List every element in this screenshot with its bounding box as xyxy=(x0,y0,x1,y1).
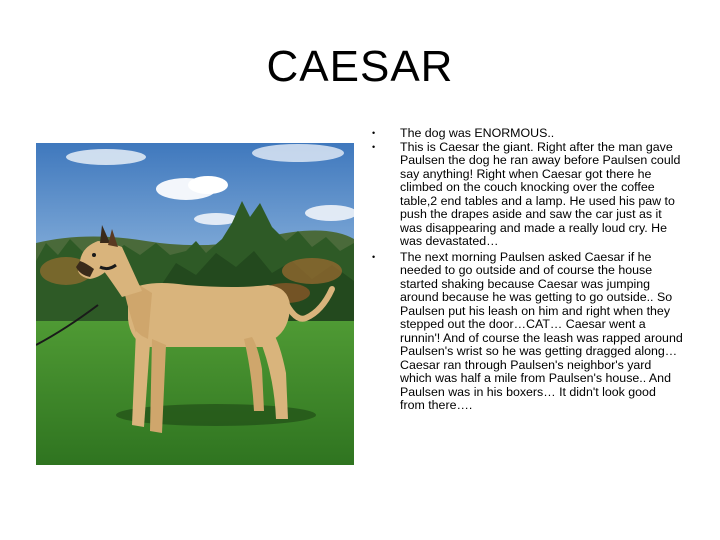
dog-photo xyxy=(36,143,354,465)
bullet-item: • The next morning Paulsen asked Caesar if he needed to go outside and of course the house started shaking because Caesar was jumping around because he was getting to go outside.. So Paulsen put his leash on him and right when they stepped out the door…CAT… Caesar went a runnin'! And of course the leash was rapped around Paulsen's wrist so he was getting dragged along… Caesar ran through Paulsen's neighbor's yard which was half a mile from Paulsen's house.. And Paulsen was in his boxers… It didn't look good from there…. xyxy=(372,251,684,413)
bullet-list xyxy=(372,127,684,413)
bullet-item: • The dog was ENORMOUS.. xyxy=(372,127,684,141)
bullet-item: • This is Caesar the giant. Right after the man gave Paulsen the dog he ran away before Paulsen could say anything! Right when Caesar got there he climbed on the couch knocking over the coffee table,2 end tables and a lamp. He used his paw to push the drapes aside and saw the car just as it was disappearing and made a really loud cry. He was devastated… xyxy=(372,141,684,249)
slide-title: CAESAR xyxy=(266,42,454,91)
dog-photo-graphic xyxy=(36,143,354,465)
